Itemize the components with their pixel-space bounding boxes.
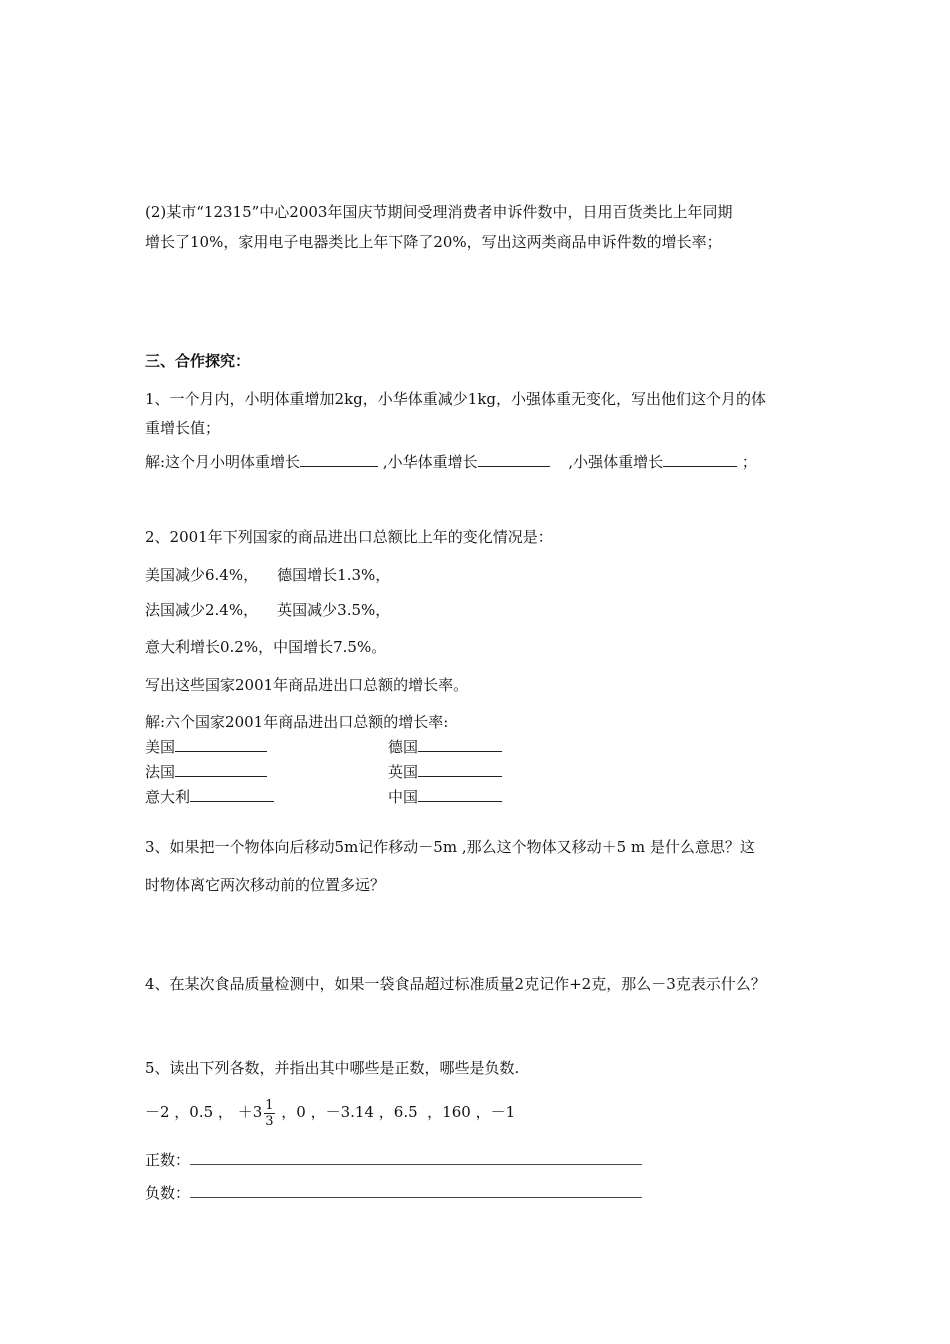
fraction-denominator: 3 — [265, 1113, 274, 1129]
country-uk: 英国 — [388, 763, 419, 781]
positive-label: 正数： — [145, 1151, 191, 1169]
p2-row1: 美国减少6.4%， 德国增长1.3%， — [145, 566, 391, 584]
p1-line2: 重增长值； — [145, 419, 221, 437]
p2-answer-uk — [388, 762, 502, 782]
numbers-part-a: －2 ，0.5 ， ＋3 — [145, 1103, 263, 1121]
p2-answer-intro: 解:六个国家2001年商品进出口总额的增长率: — [145, 713, 449, 731]
negative-label: 负数： — [145, 1184, 191, 1202]
blank-us[interactable] — [175, 737, 267, 752]
p3-line1: 3、如果把一个物体向后移动5m记作移动－5m ,那么这个物体又移动＋5 m 是什么意思？这 — [145, 838, 755, 856]
country-us: 美国 — [145, 738, 176, 756]
p3-line2: 时物体离它两次移动前的位置多远？ — [145, 876, 386, 894]
blank-it[interactable] — [190, 787, 274, 802]
p1-answer-end: ； — [737, 453, 757, 471]
blank-cn[interactable] — [418, 787, 502, 802]
p5-line1: 5、读出下列各数，并指出其中哪些是正数，哪些是负数. — [145, 1059, 520, 1077]
q2-sub-line1: (2)某市“12315”中心2003年国庆节期间受理消费者申诉件数中，日用百货类比上年同期 — [145, 203, 733, 221]
blank-fr[interactable] — [175, 762, 267, 777]
fraction-numerator: 1 — [265, 1097, 274, 1113]
p5-negative — [145, 1183, 642, 1203]
positive-blank[interactable] — [190, 1150, 642, 1165]
p1-blank-xiaoqiang[interactable] — [663, 452, 737, 467]
p2-answer-cn — [388, 787, 502, 807]
p1-answer-c: ,小强体重增长 — [563, 453, 664, 471]
p2-row2: 法国减少2.4%， 英国减少3.5%， — [145, 601, 391, 619]
q2-sub-line2: 增长了10%，家用电子电器类比上年下降了20%，写出这两类商品申诉件数的增长率； — [145, 233, 722, 251]
country-it: 意大利 — [145, 788, 191, 806]
blank-uk[interactable] — [418, 762, 502, 777]
p5-numbers — [145, 1093, 515, 1131]
country-de: 德国 — [388, 738, 419, 756]
p4-line1: 4、在某次食品质量检测中，如果一袋食品超过标准质量2克记作+2克，那么－3克表示什么？ — [145, 975, 766, 993]
p1-blank-xiaoming[interactable] — [300, 452, 378, 467]
p1-answer-b: ,小华体重增长 — [378, 453, 478, 471]
p2-answer-fr — [145, 762, 267, 782]
numbers-part-b: ，0 ，－3.14 ，6.5 ，160 ，－1 — [276, 1103, 516, 1121]
country-fr: 法国 — [145, 763, 176, 781]
p2-answer-de — [388, 737, 502, 757]
country-cn: 中国 — [388, 788, 419, 806]
p2-intro: 2、2001年下列国家的商品进出口总额比上年的变化情况是： — [145, 528, 553, 546]
p1-line1: 1、一个月内，小明体重增加2kg，小华体重减少1kg，小强体重无变化，写出他们这个月的体 — [145, 390, 767, 408]
p1-answer-line — [145, 452, 757, 472]
p5-positive — [145, 1150, 642, 1170]
p2-row3: 意大利增长0.2%，中国增长7.5%。 — [145, 638, 387, 656]
mixed-fraction — [264, 1098, 274, 1129]
section3-heading: 三、合作探究： — [145, 352, 251, 370]
p2-answer-it — [145, 787, 274, 807]
p1-answer-a: 解:这个月小明体重增长 — [145, 453, 301, 471]
blank-de[interactable] — [418, 737, 502, 752]
p2-answer-us — [145, 737, 267, 757]
p1-blank-xiaohua[interactable] — [478, 452, 550, 467]
p2-ask: 写出这些国家2001年商品进出口总额的增长率。 — [145, 676, 469, 694]
negative-blank[interactable] — [190, 1183, 642, 1198]
